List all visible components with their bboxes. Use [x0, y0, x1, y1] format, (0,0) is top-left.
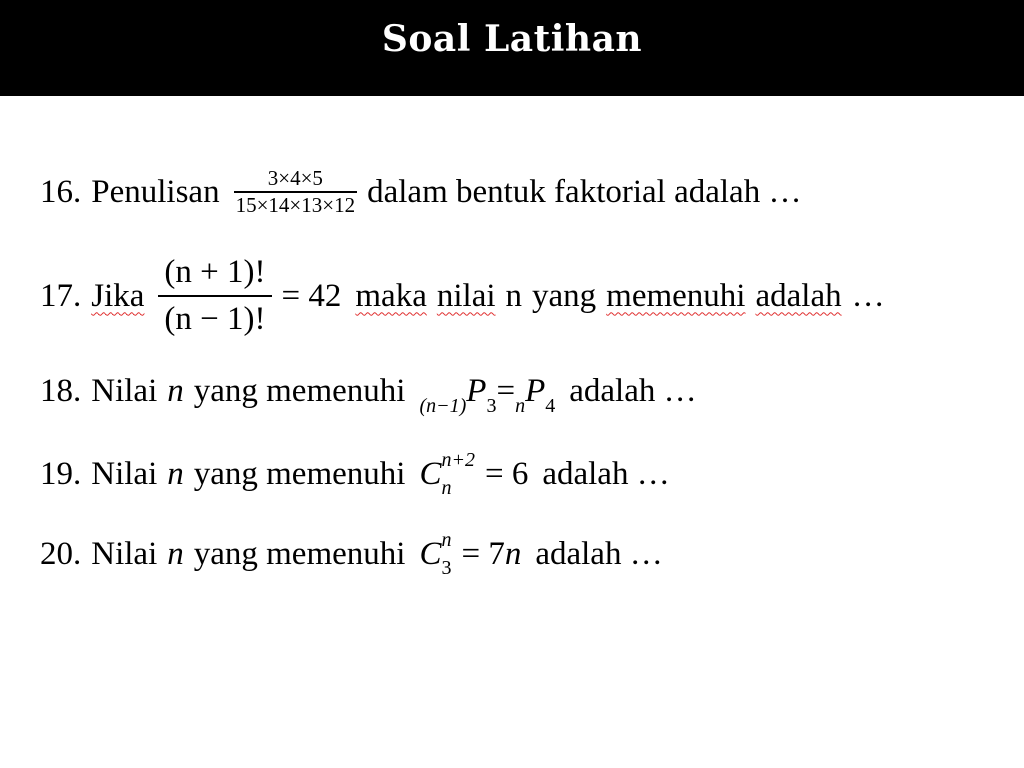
fraction-denominator: (n − 1)! — [164, 301, 266, 337]
question-lead: Nilai — [91, 455, 158, 492]
equation-rhs: = 42 — [281, 277, 342, 314]
question-18 — [40, 373, 697, 417]
permutation-right-symbol: P — [525, 373, 546, 409]
word-jika: Jika — [91, 277, 145, 314]
question-tail: dalam bentuk faktorial adalah … — [367, 173, 802, 210]
permutation-left-prefix: (n−1) — [419, 394, 467, 417]
fraction-numerator: 3×4×5 — [267, 166, 323, 190]
combination-superscript: n — [441, 529, 452, 551]
question-mid: yang memenuhi — [193, 373, 406, 409]
combination-symbol: C — [419, 535, 442, 572]
fraction — [234, 168, 358, 216]
combination-subscript: n — [441, 477, 452, 499]
permutation-left-subscript: 3 — [486, 394, 497, 417]
equation-rhs: = 6 — [484, 455, 529, 492]
word-maka: maka — [355, 277, 427, 314]
fraction — [158, 256, 271, 336]
ellipsis: … — [851, 277, 885, 314]
combination-indices — [441, 450, 475, 498]
fraction-denominator: 15×14×13×12 — [235, 193, 356, 217]
word-adalah: adalah — [755, 277, 842, 314]
question-tail: adalah … — [542, 455, 670, 492]
question-mid: yang memenuhi — [193, 535, 406, 572]
title-bar — [0, 0, 1024, 96]
variable-n: n — [167, 373, 184, 409]
question-number: 17. — [40, 277, 82, 314]
question-number: 18. — [40, 373, 82, 409]
permutation-right-subscript: 4 — [545, 394, 556, 417]
question-20 — [40, 530, 663, 578]
combination-indices — [441, 530, 451, 578]
question-tail: adalah … — [569, 373, 697, 409]
question-19 — [40, 450, 670, 498]
question-number: 19. — [40, 455, 82, 492]
word-yang: yang — [532, 277, 597, 314]
variable-n: n — [167, 535, 184, 572]
question-tail: adalah … — [535, 535, 663, 572]
combination-subscript: 3 — [441, 557, 452, 579]
question-lead: Nilai — [91, 373, 158, 409]
equation-rhs: = 7 — [461, 535, 505, 572]
permutation-left-symbol: P — [466, 373, 487, 409]
question-lead: Nilai — [91, 535, 158, 572]
word-memenuhi: memenuhi — [606, 277, 746, 314]
combination-symbol: C — [419, 455, 442, 492]
question-number: 20. — [40, 535, 82, 572]
question-16 — [40, 168, 801, 216]
word-n: n — [505, 277, 523, 314]
equals-sign: = — [496, 373, 516, 409]
slide-title: Soal Latihan — [381, 18, 643, 60]
question-number: 16. — [40, 173, 82, 210]
question-17 — [40, 256, 885, 336]
permutation-right-prefix: n — [515, 394, 526, 417]
question-mid: yang memenuhi — [193, 455, 406, 492]
question-lead: Penulisan — [91, 173, 220, 210]
word-nilai: nilai — [436, 277, 496, 314]
variable-n: n — [504, 535, 522, 572]
variable-n: n — [167, 455, 184, 492]
fraction-numerator: (n + 1)! — [164, 254, 266, 290]
combination-superscript: n+2 — [441, 449, 475, 471]
